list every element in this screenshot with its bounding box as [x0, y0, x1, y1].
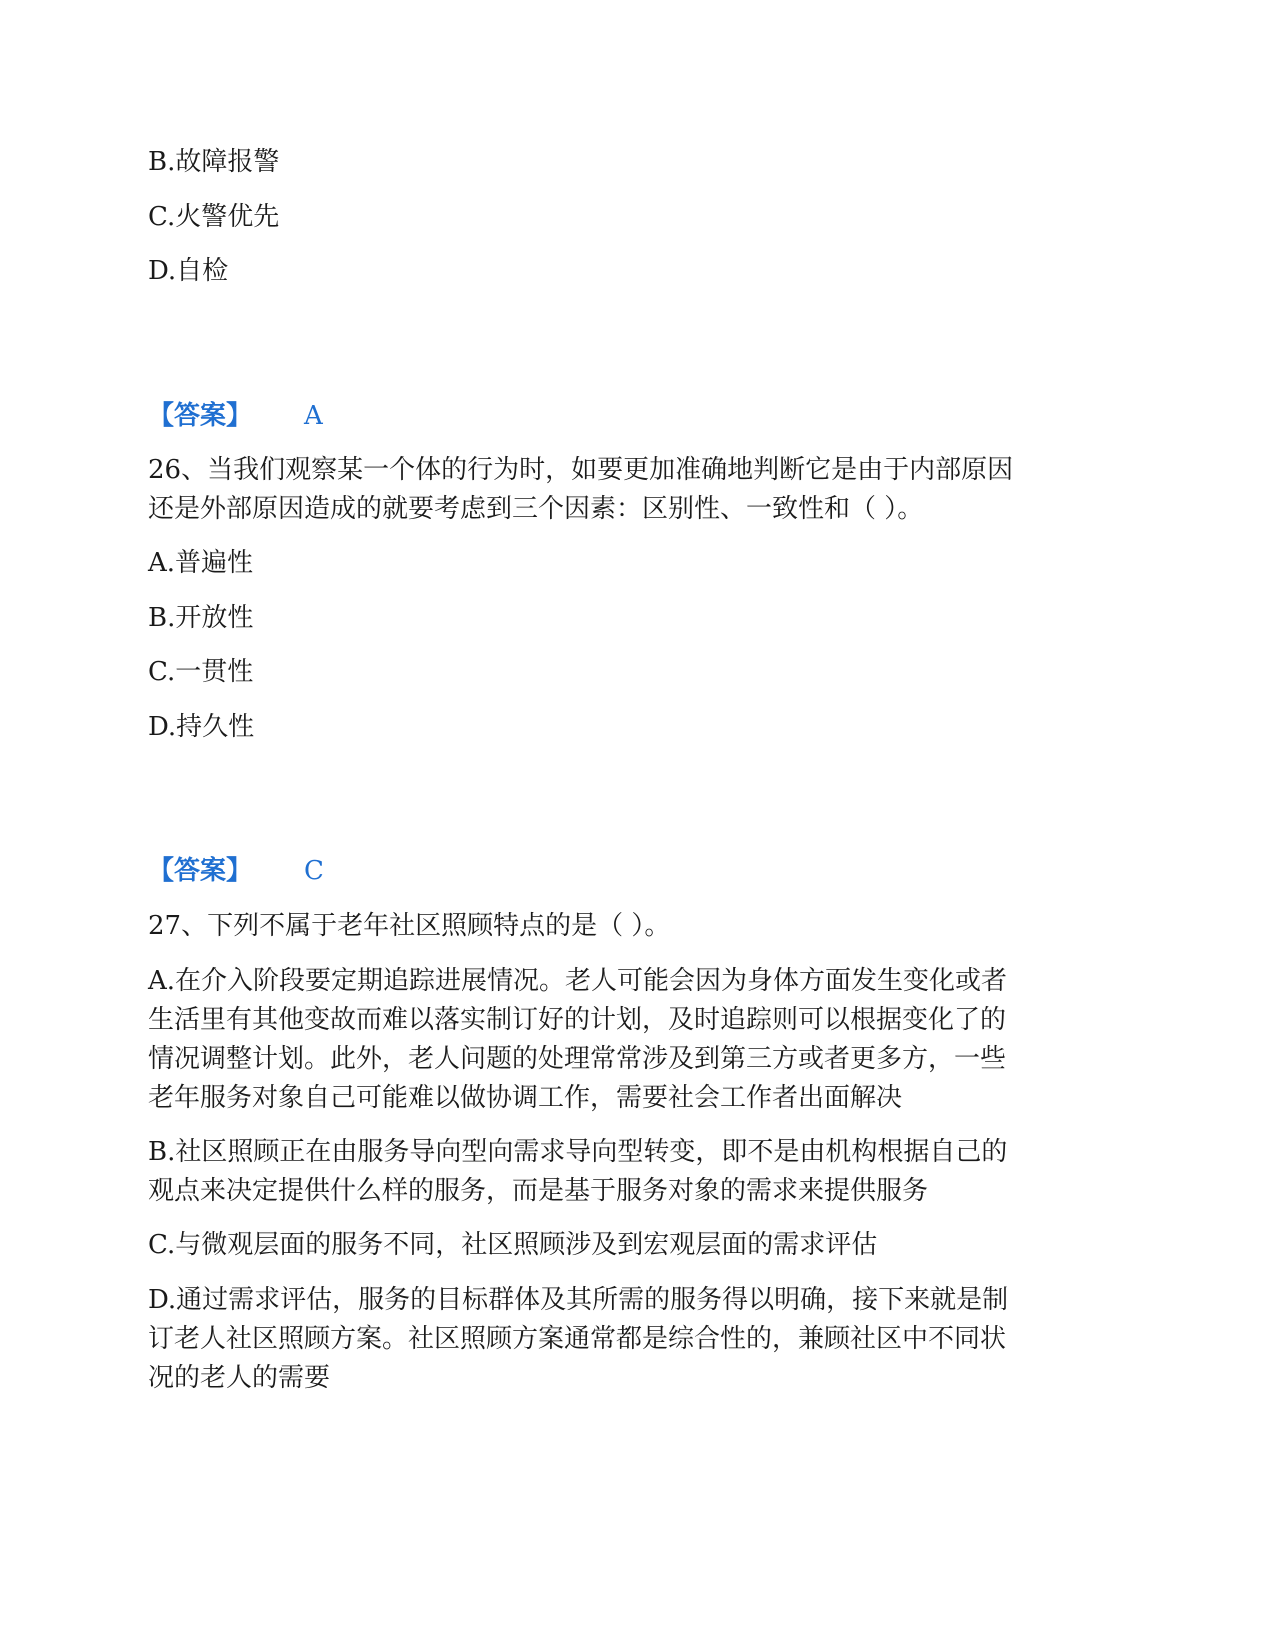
- q26-option-d: D.持久性: [148, 712, 255, 742]
- q25-option-d: D.自检: [148, 256, 229, 286]
- q25-option-c: C.火警优先: [148, 202, 280, 232]
- q26-stem-line-1: 26、当我们观察某一个体的行为时，如要更加准确地判断它是由于内部原因: [148, 455, 1014, 485]
- q27-option-b-line-2: 观点来决定提供什么样的服务，而是基于服务对象的需求来提供服务: [148, 1176, 929, 1206]
- answer-tag: 【答案】: [148, 401, 253, 431]
- answer-25: [148, 396, 323, 436]
- q27-option-a-line-2: 生活里有其他变故而难以落实制订好的计划，及时追踪则可以根据变化了的: [148, 1005, 1007, 1035]
- q25-option-b: B.故障报警: [148, 147, 280, 177]
- q27-stem: 27、下列不属于老年社区照顾特点的是（ ）。: [148, 911, 671, 941]
- q27-option-d-line-2: 订老人社区照顾方案。社区照顾方案通常都是综合性的，兼顾社区中不同状: [148, 1324, 1007, 1354]
- answer-value: A: [304, 401, 323, 431]
- q27-option-a-line-4: 老年服务对象自己可能难以做协调工作，需要社会工作者出面解决: [148, 1083, 903, 1113]
- q26-stem-line-2: 还是外部原因造成的就要考虑到三个因素：区别性、一致性和（ ）。: [148, 494, 924, 524]
- answer-26: [148, 851, 324, 891]
- q27-option-a-line-1: A.在介入阶段要定期追踪进展情况。老人可能会因为身体方面发生变化或者: [148, 966, 1008, 996]
- q26-option-b: B.开放性: [148, 603, 254, 633]
- answer-value: C: [304, 856, 324, 886]
- q27-option-d-line-3: 况的老人的需要: [148, 1363, 331, 1393]
- q27-option-a-line-3: 情况调整计划。此外，老人问题的处理常常涉及到第三方或者更多方，一些: [148, 1044, 1007, 1074]
- q26-option-c: C.一贯性: [148, 657, 254, 687]
- q26-option-a: A.普遍性: [148, 548, 254, 578]
- q27-option-d-line-1: D.通过需求评估，服务的目标群体及其所需的服务得以明确，接下来就是制: [148, 1285, 1009, 1315]
- q27-option-c-line-1: C.与微观层面的服务不同，社区照顾涉及到宏观层面的需求评估: [148, 1230, 878, 1260]
- answer-tag: 【答案】: [148, 856, 253, 886]
- q27-option-b-line-1: B.社区照顾正在由服务导向型向需求导向型转变，即不是由机构根据自己的: [148, 1137, 1008, 1167]
